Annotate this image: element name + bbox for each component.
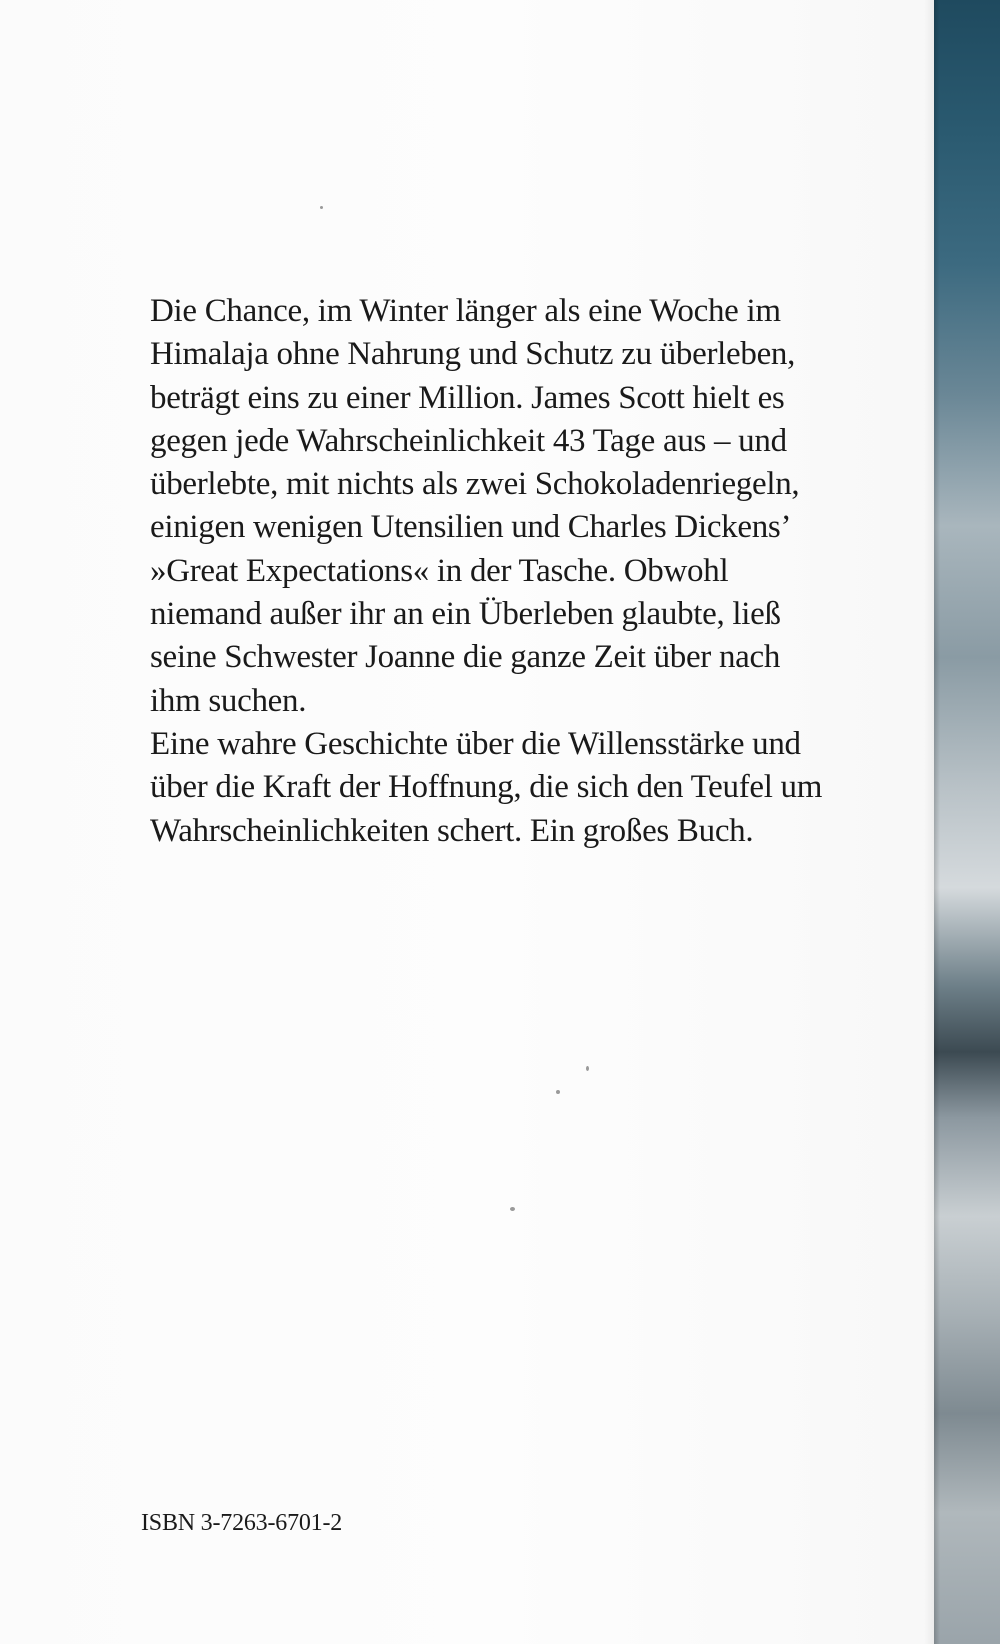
front-cover-photo-strip <box>934 0 1000 1644</box>
isbn-number: ISBN 3-7263-6701-2 <box>141 1510 343 1536</box>
blurb-paragraph-2: Eine wahre Geschichte über die Willensstärke und über die Kraft der Hoffnung, die sich den Teufel um Wahrscheinlichkeiten schert. Ein großes Buch. <box>150 725 823 849</box>
blurb-text <box>150 290 830 853</box>
dust-speck <box>586 1066 589 1071</box>
cover-edge-shadow <box>924 0 934 1644</box>
blurb-paragraph-1: Die Chance, im Winter länger als eine Woche im Himalaja ohne Nahrung und Schutz zu überleben, beträgt eins zu einer Million. James Scott hielt es gegen jede Wahrscheinlichkeit 43 Tage aus – und überlebte, mit nichts als zwei Schokoladenriegeln, einigen wenigen Utensilien und Charles Dickens’ »Great Expectations« in der Tasche. Obwohl niemand außer ihr an ein Überleben glaubte, ließ seine Schwester Joanne die ganze Zeit über nach ihm suchen. <box>150 293 800 719</box>
dust-speck <box>510 1207 515 1211</box>
dust-speck <box>556 1090 560 1094</box>
dust-speck <box>320 206 323 209</box>
